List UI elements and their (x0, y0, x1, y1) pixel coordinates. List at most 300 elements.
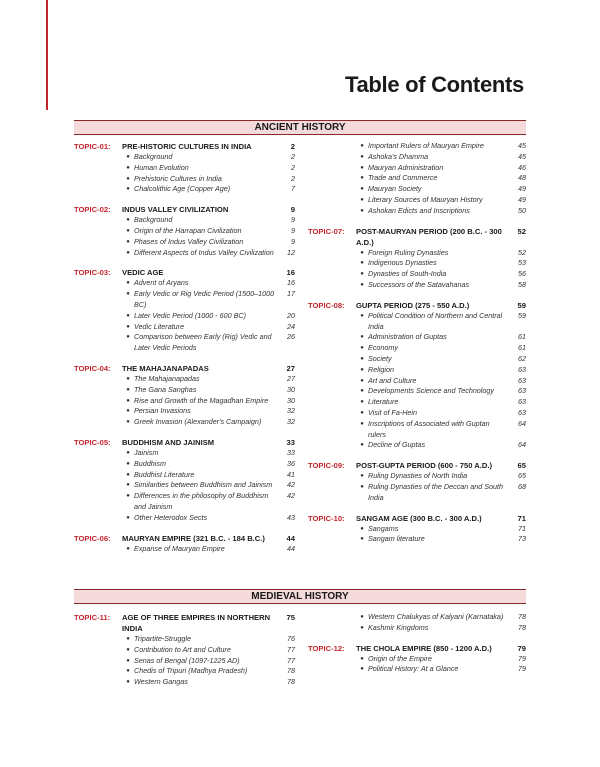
subitem-page-number: 78 (287, 666, 295, 676)
subitem-page-number: 52 (518, 247, 526, 257)
toc-column-right (308, 141, 526, 545)
subitem-title: Literature (368, 397, 399, 407)
subitem-title: Other Heterodox Sects (134, 512, 208, 522)
toc-subitem[interactable] (122, 311, 295, 322)
subitem-page-number: 76 (287, 634, 295, 643)
subitem-title: Vedic Literature (134, 321, 185, 331)
subitem-page-number: 2 (291, 152, 295, 161)
topic-label: TOPIC-03: (74, 268, 111, 278)
subitem-page-number: 56 (518, 269, 526, 279)
bullet-icon: ● (126, 482, 130, 489)
subitem-title: The Mahajanapadas (134, 373, 200, 383)
toc-subitem[interactable] (122, 417, 295, 428)
topic-title: INDUS VALLEY CIVILIZATION (122, 205, 229, 215)
toc-subitem[interactable] (356, 248, 526, 259)
bullet-icon: ● (126, 471, 130, 478)
toc-subitem[interactable] (122, 174, 295, 185)
topic-body (356, 612, 526, 634)
topic-heading[interactable] (356, 643, 526, 654)
subitem-title: Western Gangas (134, 677, 188, 687)
topic-label: TOPIC-01: (74, 142, 111, 151)
bullet-icon: ● (126, 323, 130, 330)
topic-label (308, 612, 356, 634)
topic-label: TOPIC-04: (74, 363, 111, 373)
subitem-page-number: 33 (287, 447, 295, 457)
topic-page-number: 44 (286, 533, 295, 543)
toc-subitem[interactable] (356, 534, 526, 545)
subitem-title: Similarities between Buddhism and Jainism (134, 480, 273, 490)
bullet-icon: ● (360, 186, 364, 193)
topic-title: PRE-HISTORIC CULTURES IN INDIA (122, 142, 252, 151)
subitem-title: Expanse of Mauryan Empire (134, 543, 225, 553)
subitem-page-number: 17 (287, 289, 295, 299)
topic-label: TOPIC-02: (74, 205, 111, 215)
toc-subitem[interactable] (356, 365, 526, 376)
toc-subitem[interactable] (356, 258, 526, 269)
bullet-icon: ● (360, 260, 364, 267)
toc-subitem[interactable] (122, 215, 295, 226)
topic-body (356, 141, 526, 217)
subitem-title: Chalcolithic Age (Copper Age) (134, 184, 231, 194)
toc-subitem[interactable] (122, 645, 295, 656)
toc-subitem[interactable] (356, 471, 526, 482)
topic-label: TOPIC-09: (308, 461, 345, 471)
toc-subitem[interactable] (122, 184, 295, 195)
topic-title: SANGAM AGE (300 B.C. - 300 A.D.) (356, 513, 482, 523)
toc-subitem[interactable] (122, 396, 295, 407)
toc-topic (74, 533, 295, 555)
topic-heading[interactable] (122, 437, 295, 448)
subitem-title: Origin of the Harrapan Civilization (134, 225, 242, 235)
section-header-ancient-history: ANCIENT HISTORY (74, 120, 526, 135)
subitem-page-number: 43 (287, 512, 295, 522)
subitem-page-number: 77 (287, 644, 295, 654)
bullet-icon: ● (360, 388, 364, 395)
subitem-title: Buddhism (134, 458, 166, 468)
topic-page-number: 79 (517, 643, 526, 653)
toc-topic (74, 141, 295, 195)
subitem-page-number: 9 (291, 236, 295, 246)
bullet-icon: ● (360, 377, 364, 384)
toc-subitem[interactable] (356, 332, 526, 343)
topic-label (308, 141, 356, 217)
subitem-title: Dynasties of South-India (368, 269, 447, 279)
subitem-title: Decline of Guptas (368, 440, 426, 450)
toc-subitem[interactable] (122, 480, 295, 491)
topic-body (356, 300, 526, 451)
toc-subitem[interactable] (356, 343, 526, 354)
topic-body (122, 267, 295, 354)
subitem-title: The Gana Sanghas (134, 384, 197, 394)
toc-topic (74, 612, 295, 688)
bullet-icon: ● (360, 355, 364, 362)
bullet-icon: ● (126, 460, 130, 467)
toc-subitem[interactable] (356, 612, 526, 623)
bullet-icon: ● (360, 175, 364, 182)
topic-heading[interactable] (356, 226, 526, 248)
toc-subitem[interactable] (122, 459, 295, 470)
topic-title: BUDDHISM AND JAINISM (122, 437, 215, 447)
topic-heading[interactable] (122, 204, 295, 215)
bullet-icon: ● (360, 409, 364, 416)
subitem-page-number: 78 (518, 622, 526, 632)
toc-subitem[interactable] (356, 173, 526, 184)
topic-heading[interactable] (122, 533, 295, 544)
subitem-title: Indigenous Dynasties (368, 258, 437, 268)
bullet-icon: ● (360, 281, 364, 288)
bullet-icon: ● (360, 196, 364, 203)
toc-column-left (74, 612, 295, 688)
subitem-title: Religion (368, 364, 394, 374)
toc-subitem[interactable] (356, 184, 526, 195)
subitem-title: Important Rulers of Mauryan Empire (368, 141, 484, 150)
bullet-icon: ● (126, 679, 130, 686)
subitem-page-number: 59 (518, 310, 526, 320)
bullet-icon: ● (360, 614, 364, 620)
toc-subitem[interactable] (356, 269, 526, 280)
subitem-title: Later Vedic Period (1000 - 600 BC) (134, 310, 246, 320)
subitem-page-number: 64 (518, 418, 526, 428)
topic-label: TOPIC-12: (308, 643, 345, 653)
subitem-page-number: 62 (518, 353, 526, 363)
bullet-icon: ● (360, 655, 364, 662)
toc-subitem[interactable] (356, 386, 526, 397)
subitem-title: Rise and Growth of the Magadhan Empire (134, 395, 269, 405)
bullet-icon: ● (126, 449, 130, 456)
topic-label: TOPIC-11: (74, 613, 111, 622)
toc-subitem[interactable] (356, 354, 526, 365)
toc-topic (74, 437, 295, 524)
bullet-icon: ● (126, 419, 130, 426)
topic-page-number: 9 (290, 205, 295, 215)
toc-subitem[interactable] (356, 206, 526, 217)
subitem-page-number: 7 (291, 184, 295, 194)
subitem-page-number: 63 (518, 386, 526, 396)
bullet-icon: ● (126, 375, 130, 382)
subitem-page-number: 9 (291, 225, 295, 235)
topic-label: TOPIC-05: (74, 437, 111, 447)
bullet-icon: ● (360, 143, 364, 149)
topic-body (122, 533, 295, 555)
bullet-icon: ● (360, 334, 364, 341)
toc-topic (308, 226, 526, 291)
bullet-icon: ● (126, 514, 130, 521)
topic-title: GUPTA PERIOD (275 - 550 A.D.) (356, 300, 470, 310)
bullet-icon: ● (360, 483, 364, 490)
toc-subitem[interactable] (122, 448, 295, 459)
bullet-icon: ● (360, 249, 364, 256)
topic-body (356, 226, 526, 291)
subitem-title: Ruling Dynasties of North India (368, 471, 468, 481)
subitem-title: Developments Science and Technology (368, 386, 494, 396)
topic-heading[interactable] (122, 363, 295, 374)
subitem-title: Background (134, 215, 173, 225)
bullet-icon: ● (360, 153, 364, 160)
subitem-page-number: 30 (287, 395, 295, 405)
toc-subitem[interactable] (356, 152, 526, 163)
bullet-icon: ● (126, 545, 130, 552)
toc-subitem[interactable] (122, 385, 295, 396)
bullet-icon: ● (360, 271, 364, 278)
subitem-title: Jainism (134, 447, 159, 457)
subitem-title: Tripartite-Struggle (134, 634, 191, 643)
topic-label: TOPIC-10: (308, 513, 345, 523)
bullet-icon: ● (126, 386, 130, 393)
bullet-icon: ● (126, 280, 130, 287)
subitem-title: Political Condition of Northern and Central India (368, 310, 503, 331)
subitem-page-number: 48 (518, 173, 526, 183)
subitem-page-number: 68 (518, 481, 526, 491)
bullet-icon: ● (126, 186, 130, 193)
subitem-title: Successors of the Satavahanas (368, 279, 470, 289)
subitem-page-number: 63 (518, 364, 526, 374)
topic-page-number: 2 (290, 142, 295, 151)
topic-title: POST-GUPTA PERIOD (600 - 750 A.D.) (356, 461, 493, 471)
toc-subitem[interactable] (122, 152, 295, 163)
toc-subitem[interactable] (122, 332, 295, 354)
bullet-icon: ● (360, 420, 364, 427)
subitem-title: Background (134, 152, 173, 161)
toc-subitem[interactable] (356, 419, 526, 441)
subitem-page-number: 77 (287, 655, 295, 665)
subitem-page-number: 63 (518, 407, 526, 417)
toc-subitem[interactable] (356, 482, 526, 504)
bullet-icon: ● (360, 366, 364, 373)
subitem-title: Advent of Aryans (134, 278, 189, 288)
toc-topic (308, 460, 526, 503)
topic-heading[interactable] (122, 141, 295, 152)
toc-subitem[interactable] (122, 248, 295, 259)
toc-column-left (74, 141, 295, 554)
toc-subitem[interactable] (122, 289, 295, 311)
subitem-title: Art and Culture (368, 375, 417, 385)
toc-subitem[interactable] (356, 623, 526, 634)
topic-page-number: 65 (517, 461, 526, 471)
subitem-page-number: 24 (287, 321, 295, 331)
subitem-title: Society (368, 353, 392, 363)
toc-subitem[interactable] (356, 280, 526, 291)
subitem-title: Western Chalukyas of Kalyani (Karnataka) (368, 612, 504, 621)
toc-subitem[interactable] (122, 374, 295, 385)
subitem-page-number: 64 (518, 440, 526, 450)
bullet-icon: ● (126, 397, 130, 404)
subitem-page-number: 30 (287, 384, 295, 394)
subitem-title: Chedis of Tripuri (Madhya Pradesh) (134, 666, 248, 676)
toc-subitem[interactable] (122, 163, 295, 174)
bullet-icon: ● (126, 657, 130, 664)
toc-subitem[interactable] (356, 654, 526, 665)
bullet-icon: ● (360, 312, 364, 319)
topic-heading[interactable] (356, 460, 526, 471)
topic-title: POST-MAURYAN PERIOD (200 B.C. - 300 A.D.) (356, 226, 502, 247)
bullet-icon: ● (360, 399, 364, 406)
bullet-icon: ● (126, 646, 130, 653)
toc-subitem[interactable] (356, 524, 526, 535)
subitem-page-number: 2 (291, 162, 295, 172)
subitem-title: Administration of Guptas (368, 332, 447, 342)
subitem-page-number: 44 (287, 543, 295, 553)
subitem-page-number: 16 (287, 278, 295, 288)
subitem-title: Comparison between Early (Rig) Vedic and Later Vedic Periods (134, 332, 272, 353)
bullet-icon: ● (360, 345, 364, 352)
subitem-title: Buddhist Literature (134, 469, 195, 479)
subitem-page-number: 42 (287, 480, 295, 490)
topic-body (356, 460, 526, 503)
subitem-page-number: 42 (287, 491, 295, 501)
topic-body (356, 643, 526, 676)
bullet-icon: ● (126, 408, 130, 415)
subitem-page-number: 63 (518, 375, 526, 385)
topic-title: MAURYAN EMPIRE (321 B.C. - 184 B.C.) (122, 533, 265, 543)
subitem-page-number: 79 (518, 664, 526, 674)
toc-subitem[interactable] (356, 376, 526, 387)
toc-topic (74, 363, 295, 428)
subitem-page-number: 26 (287, 332, 295, 342)
toc-subitem[interactable] (122, 513, 295, 524)
subitem-title: Human Evolution (134, 162, 189, 172)
toc-subitem[interactable] (122, 406, 295, 417)
toc-subitem[interactable] (122, 278, 295, 289)
subitem-page-number: 45 (518, 141, 526, 150)
toc-subitem[interactable] (356, 397, 526, 408)
subitem-title: Trade and Commerce (368, 173, 438, 183)
topic-body (122, 612, 295, 688)
subitem-title: Foreign Ruling Dynasties (368, 247, 449, 257)
bullet-icon: ● (360, 525, 364, 532)
toc-subitem[interactable] (122, 226, 295, 237)
subitem-title: Literary Sources of Mauryan History (368, 194, 483, 204)
toc-subitem[interactable] (122, 677, 295, 688)
topic-heading[interactable] (356, 300, 526, 311)
topic-heading[interactable] (356, 513, 526, 524)
toc-topic (308, 643, 526, 676)
subitem-page-number: 49 (518, 184, 526, 194)
toc-subitem[interactable] (356, 664, 526, 675)
toc-topic (74, 267, 295, 354)
subitem-title: Mauryan Administration (368, 162, 444, 172)
bullet-icon: ● (126, 164, 130, 171)
toc-topic (74, 204, 295, 258)
toc-subitem[interactable] (122, 322, 295, 333)
subitem-page-number: 45 (518, 151, 526, 161)
subitem-title: Economy (368, 343, 398, 353)
toc-subitem[interactable] (122, 656, 295, 667)
bullet-icon: ● (126, 493, 130, 500)
subitem-page-number: 78 (518, 612, 526, 621)
topic-body (122, 437, 295, 524)
subitem-title: Ashoka's Dhamma (368, 151, 429, 161)
topic-label: TOPIC-08: (308, 300, 345, 310)
topic-page-number: 75 (286, 613, 295, 622)
bullet-icon: ● (126, 238, 130, 245)
bullet-icon: ● (360, 473, 364, 480)
toc-subitem[interactable] (356, 440, 526, 451)
decorative-red-line (46, 0, 48, 110)
subitem-title: Mauryan Society (368, 184, 422, 194)
bullet-icon: ● (360, 666, 364, 673)
page-title: Table of Contents (344, 72, 524, 97)
bullet-icon: ● (126, 334, 130, 341)
topic-title: THE MAHAJANAPADAS (122, 363, 209, 373)
subitem-page-number: 20 (287, 310, 295, 320)
subitem-page-number: 58 (518, 279, 526, 289)
subitem-page-number: 32 (287, 417, 295, 427)
toc-subitem[interactable] (122, 491, 295, 513)
subitem-page-number: 27 (287, 373, 295, 383)
subitem-page-number: 50 (518, 205, 526, 215)
toc-subitem[interactable] (122, 666, 295, 677)
topic-label: TOPIC-06: (74, 533, 111, 543)
subitem-title: Prehistoric Cultures in India (134, 173, 222, 183)
toc-subitem[interactable] (356, 311, 526, 333)
toc-subitem[interactable] (122, 470, 295, 481)
bullet-icon: ● (126, 636, 130, 642)
subitem-title: Senas of Bengal (1097-1225 AD) (134, 655, 240, 665)
subitem-page-number: 36 (287, 458, 295, 468)
subitem-page-number: 9 (291, 215, 295, 225)
toc-subitem[interactable] (356, 163, 526, 174)
subitem-title: Different Aspects of Indus Valley Civilization (134, 247, 274, 257)
subitem-page-number: 61 (518, 343, 526, 353)
subitem-page-number: 32 (287, 406, 295, 416)
bullet-icon: ● (360, 207, 364, 214)
subitem-page-number: 71 (518, 523, 526, 533)
toc-topic (308, 513, 526, 546)
topic-title: THE CHOLA EMPIRE (850 - 1200 A.D.) (356, 643, 492, 653)
toc-subitem[interactable] (122, 237, 295, 248)
subitem-title: Kashmir Kingdoms (368, 622, 429, 632)
subitem-page-number: 53 (518, 258, 526, 268)
subitem-title: Greek Invasion (Alexander's Campaign) (134, 417, 262, 427)
topic-page-number: 52 (517, 226, 526, 236)
bullet-icon: ● (360, 442, 364, 449)
topic-heading[interactable] (122, 267, 295, 278)
toc-subitem[interactable] (122, 634, 295, 645)
subitem-title: Origin of the Empire (368, 653, 432, 663)
topic-label: TOPIC-07: (308, 226, 345, 236)
subitem-title: Ashokan Edicts and Inscriptions (368, 205, 470, 215)
subitem-page-number: 61 (518, 332, 526, 342)
bullet-icon: ● (126, 154, 130, 160)
topic-title: VEDIC AGE (122, 268, 164, 278)
topic-body (122, 363, 295, 428)
bullet-icon: ● (126, 312, 130, 319)
subitem-page-number: 46 (518, 162, 526, 172)
toc-topic (308, 300, 526, 451)
toc-subitem[interactable] (122, 544, 295, 555)
subitem-page-number: 49 (518, 194, 526, 204)
toc-column-right (308, 612, 526, 675)
subitem-title: Inscriptions of Associated with Guptan rulers (368, 418, 490, 439)
subitem-title: Ruling Dynasties of the Deccan and South India (368, 481, 504, 502)
bullet-icon: ● (360, 624, 364, 631)
bullet-icon: ● (126, 217, 130, 224)
subitem-page-number: 41 (287, 469, 295, 479)
toc-subitem[interactable] (356, 195, 526, 206)
subitem-title: Sangam literature (368, 534, 425, 544)
subitem-title: Early Vedic or Rig Vedic Period (1500–1000 BC) (134, 289, 275, 309)
topic-heading[interactable] (122, 612, 295, 634)
bullet-icon: ● (126, 227, 130, 234)
bullet-icon: ● (360, 536, 364, 543)
subitem-page-number: 12 (287, 247, 295, 257)
toc-subitem[interactable] (356, 408, 526, 419)
topic-body (356, 513, 526, 546)
subitem-title: Phases of Indus Valley Civilization (134, 236, 244, 246)
subitem-title: Visit of Fa-Hein (368, 407, 417, 417)
toc-subitem[interactable] (356, 141, 526, 152)
topic-page-number: 71 (517, 513, 526, 523)
